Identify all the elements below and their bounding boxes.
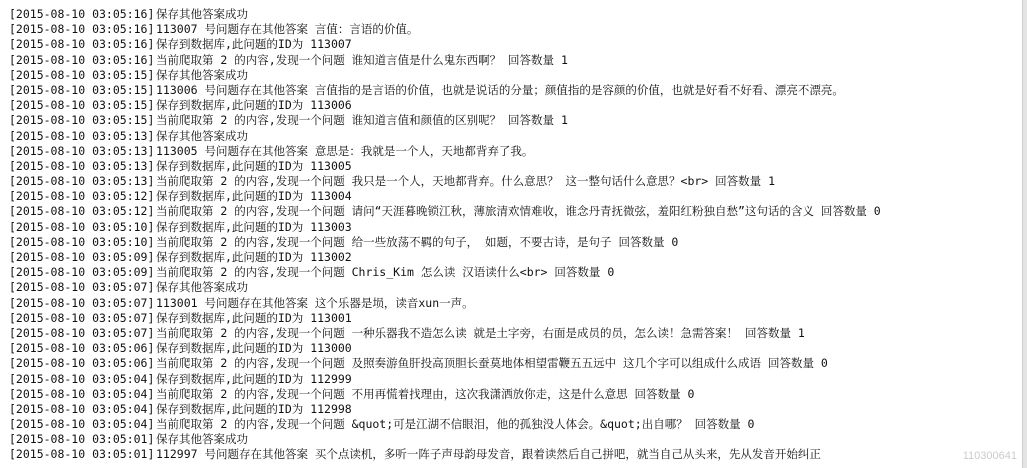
log-line (9, 174, 1027, 189)
log-timestamp: [2015-08-10 03:05:15] (9, 113, 155, 128)
log-message: 当前爬取第 2 的内容,发现一个问题 给一些放荡不羁的句子， 如题，不要古诗，是句子 回答数量 0 (156, 234, 679, 249)
log-line (9, 83, 1027, 98)
log-timestamp: [2015-08-10 03:05:16] (9, 37, 155, 52)
log-line (9, 220, 1027, 235)
log-timestamp: [2015-08-10 03:05:12] (9, 204, 155, 219)
log-line (9, 372, 1027, 387)
log-line (9, 341, 1027, 356)
log-timestamp: [2015-08-10 03:05:09] (9, 250, 155, 264)
log-line (9, 129, 1027, 144)
log-line (9, 144, 1027, 159)
log-message: 保存其他答案成功 (156, 128, 248, 143)
log-line (9, 432, 1027, 447)
log-timestamp: [2015-08-10 03:05:13] (9, 128, 155, 143)
log-message: 保存到数据库,此问题的ID为 113005 (156, 158, 352, 173)
log-message: 113006 号问题存在其他答案 言值指的是言语的价值，也就是说话的分量；颜值指的是容颜的价值，也就是好看不好看、漂亮不漂亮。 (156, 82, 844, 97)
log-timestamp: [2015-08-10 03:05:12] (9, 189, 155, 204)
log-timestamp: [2015-08-10 03:05:01] (9, 447, 155, 462)
log-message: 113001 号问题存在其他答案 这个乐器是埙，读音xun一声。 (156, 295, 474, 310)
log-timestamp: [2015-08-10 03:05:16] (9, 52, 155, 67)
log-timestamp: [2015-08-10 03:05:07] (9, 280, 155, 295)
log-timestamp: [2015-08-10 03:05:15] (9, 98, 155, 113)
log-line (9, 37, 1027, 52)
log-message: 113007 号问题存在其他答案 言值：言语的价值。 (156, 22, 419, 37)
log-line (9, 7, 1027, 22)
log-timestamp: [2015-08-10 03:05:09] (9, 265, 155, 280)
log-timestamp: [2015-08-10 03:05:04] (9, 386, 155, 401)
log-message: 当前爬取第 2 的内容,发现一个问题 谁知道言值和颜值的区别呢？ 回答数量 1 (156, 113, 568, 128)
log-line (9, 68, 1027, 83)
log-timestamp: [2015-08-10 03:05:06] (9, 356, 155, 371)
log-message: 保存到数据库,此问题的ID为 113003 (156, 219, 352, 234)
log-timestamp: [2015-08-10 03:05:06] (9, 341, 155, 356)
log-timestamp: [2015-08-10 03:05:15] (9, 67, 155, 82)
log-message: 保存到数据库,此问题的ID为 113007 (156, 37, 352, 52)
log-line (9, 311, 1027, 326)
log-message: 当前爬取第 2 的内容,发现一个问题 一种乐器我不造怎么读 就是土字旁，右面是成员的员，怎么读！急需答案！ 回答数量 1 (156, 325, 805, 340)
log-line (9, 98, 1027, 113)
scrollbar-edge[interactable] (1022, 0, 1027, 468)
log-message: 保存到数据库,此问题的ID为 112998 (156, 401, 352, 416)
log-message: 112997 号问题存在其他答案 买个点读机，多听一阵子声母韵母发音，跟着读然后自己拼吧，就当自己从头来，先从发音开始纠正 (156, 447, 821, 462)
log-output (9, 7, 1027, 463)
log-timestamp: [2015-08-10 03:05:10] (9, 219, 155, 234)
log-message: 当前爬取第 2 的内容,发现一个问题 请问“天涯暮晚锁江秋，薄旅清欢情难收，谁念丹青抚微弦，羞阳红粉独自愁”这句话的含义 回答数量 0 (156, 204, 881, 219)
log-timestamp: [2015-08-10 03:05:13] (9, 174, 155, 189)
log-line (9, 447, 1027, 462)
log-line (9, 356, 1027, 371)
log-message: 113005 号问题存在其他答案 意思是：我就是一个人，天地都背弃了我。 (156, 143, 534, 158)
log-timestamp: [2015-08-10 03:05:16] (9, 22, 155, 37)
log-line (9, 387, 1027, 402)
log-message: 保存其他答案成功 (156, 280, 248, 295)
log-line (9, 159, 1027, 174)
log-message: 当前爬取第 2 的内容,发现一个问题 &quot;可是江湖不信眼泪，他的孤独没人体会。&quot;出自哪？ 回答数量 0 (156, 417, 755, 432)
log-timestamp: [2015-08-10 03:05:04] (9, 417, 155, 432)
log-line (9, 326, 1027, 341)
log-timestamp: [2015-08-10 03:05:10] (9, 234, 155, 249)
log-message: 当前爬取第 2 的内容,发现一个问题 我只是一个人，天地都背弃。什么意思？ 这一整句话什么意思？<br> 回答数量 1 (156, 174, 776, 189)
log-line (9, 417, 1027, 432)
log-line (9, 296, 1027, 311)
log-message: 保存到数据库,此问题的ID为 113006 (156, 98, 352, 113)
log-message: 当前爬取第 2 的内容,发现一个问题 谁知道言值是什么鬼东西啊？ 回答数量 1 (156, 52, 568, 67)
log-line (9, 22, 1027, 37)
log-message: 当前爬取第 2 的内容,发现一个问题 不用再慌着找理由，这次我潇洒放你走，这是什么意思 回答数量 0 (156, 386, 695, 401)
log-timestamp: [2015-08-10 03:05:13] (9, 158, 155, 173)
log-message: 保存其他答案成功 (156, 432, 248, 447)
log-timestamp: [2015-08-10 03:05:01] (9, 432, 155, 447)
log-timestamp: [2015-08-10 03:05:13] (9, 143, 155, 158)
log-message: 保存到数据库,此问题的ID为 113002 (156, 250, 352, 264)
log-line (9, 265, 1027, 280)
log-message: 保存其他答案成功 (156, 67, 248, 82)
log-line (9, 235, 1027, 250)
log-timestamp: [2015-08-10 03:05:04] (9, 371, 155, 386)
log-message: 保存到数据库,此问题的ID为 113000 (156, 341, 352, 356)
watermark: 110300641 (962, 450, 1017, 462)
log-timestamp: [2015-08-10 03:05:16] (9, 7, 155, 21)
log-message: 保存其他答案成功 (156, 7, 248, 21)
log-timestamp: [2015-08-10 03:05:15] (9, 82, 155, 97)
log-line (9, 113, 1027, 128)
log-line (9, 402, 1027, 417)
log-line (9, 280, 1027, 295)
log-message: 保存到数据库,此问题的ID为 113004 (156, 189, 352, 204)
log-timestamp: [2015-08-10 03:05:07] (9, 310, 155, 325)
log-timestamp: [2015-08-10 03:05:04] (9, 401, 155, 416)
log-message: 保存到数据库,此问题的ID为 112999 (156, 371, 352, 386)
log-timestamp: [2015-08-10 03:05:07] (9, 325, 155, 340)
log-message: 当前爬取第 2 的内容,发现一个问题 及照奏游鱼肝投高顶胆长蚕莫地体相望雷鞭五五远中 这几个字可以组成什么成语 回答数量 0 (156, 356, 828, 371)
log-line (9, 189, 1027, 204)
log-line (9, 250, 1027, 265)
log-line (9, 53, 1027, 68)
log-line (9, 204, 1027, 219)
log-message: 保存到数据库,此问题的ID为 113001 (156, 310, 352, 325)
log-timestamp: [2015-08-10 03:05:07] (9, 295, 155, 310)
log-message: 当前爬取第 2 的内容,发现一个问题 Chris_Kim 怎么读 汉语读什么<br> 回答数量 0 (156, 265, 615, 280)
